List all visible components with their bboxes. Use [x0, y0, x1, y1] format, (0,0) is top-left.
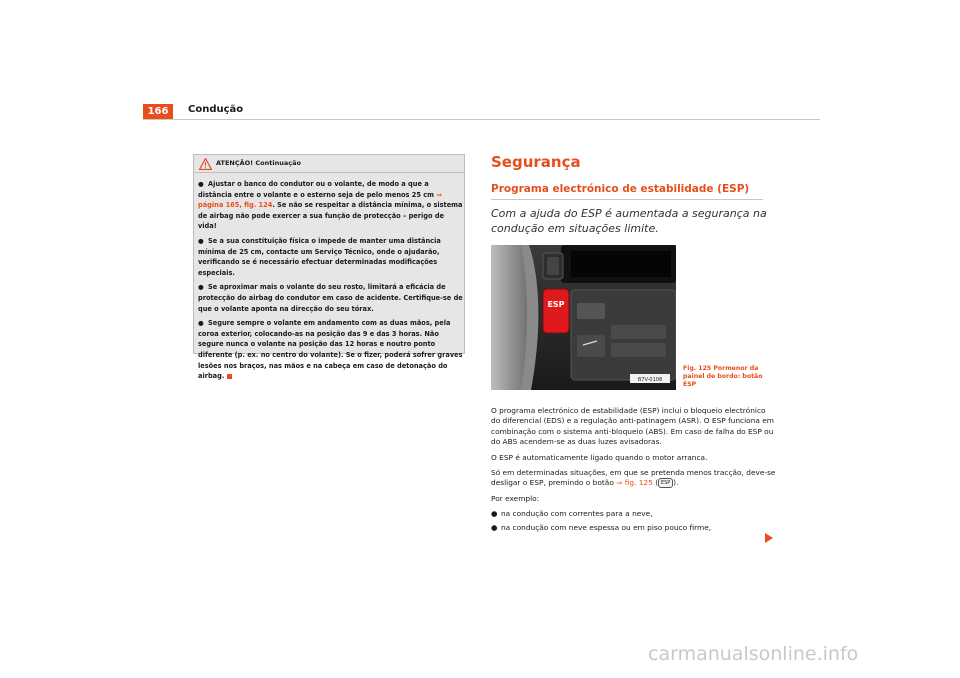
warning-title: ATENÇÃO! Continuação [216, 159, 301, 167]
body-text-span: ). [673, 478, 679, 488]
bullet: ● [198, 180, 204, 188]
page-reference-link[interactable]: ⇒ página 165, fig. 124 [198, 190, 442, 210]
warning-item-text: Segure sempre o volante em andamento com as duas mãos, pela coroa exterior, colocando-as na posição das 9 e das 3 horas. Não segure nunca o volante na posição das 12 horas e noutro ponto diferente (p. ex. no centro do volante). Se o fizer, poderá sofrer graves lesões nos braços, nas mãos e na cabeça em caso de detonação do airbag. [198, 319, 463, 381]
page-number: 166 [143, 104, 173, 119]
esp-key-icon: ESP [658, 478, 673, 488]
section-title: Segurança [491, 153, 581, 171]
body-paragraph: O programa electrónico de estabilidade (ESP) inclui o bloqueio electrónico do diferencial (EDS) e a regulação anti-patinagem (ASR). O ESP funciona em combinação com o sistema anti-bloqueio (ABS). Em caso de falha do ESP ou do ABS acendem-se as duas luzes avisadoras. [491, 406, 774, 447]
subsection-title: Programa electrónico de estabilidade (ESP) [491, 183, 750, 195]
list-item-text: na condução com neve espessa ou em piso pouco firme, [501, 522, 712, 532]
figure-reference-link[interactable]: ⇒ fig. 125 [616, 478, 653, 488]
warning-list [198, 179, 464, 386]
body-paragraph: O ESP é automaticamente ligado quando o motor arranca. [491, 452, 708, 462]
warning-triangle-icon [199, 158, 212, 170]
continue-arrow-icon [765, 533, 773, 543]
page-header-title: Condução [188, 104, 244, 115]
header-divider [143, 119, 820, 120]
warning-item-text: Se aproximar mais o volante do seu rosto, limitará a eficácia de protecção do airbag do condutor em caso de acidente. Certifique-se de que o volante aponta na direcção do seu tórax. [198, 283, 463, 313]
bullet: ● [491, 522, 498, 532]
list-item-text: na condução com correntes para a neve, [501, 509, 653, 519]
warning-box [193, 154, 465, 381]
list-item [491, 509, 776, 519]
figure-caption: Fig. 125 Pormenor da painel de bordo: botão ESP [683, 365, 763, 388]
bullet: ● [198, 283, 204, 292]
esp-button-label: ESP [547, 300, 565, 309]
figure-code: B7V-0108 [637, 377, 663, 383]
bullet: ● [198, 236, 204, 245]
subsection-divider [491, 199, 763, 200]
warning-item [198, 318, 464, 382]
end-of-section-icon [227, 374, 232, 379]
watermark: carmanualsonline.info [648, 643, 859, 665]
warning-item-text: Se a sua constituição física o impede de manter uma distância mínima de 25 cm, contacte um Serviço Técnico, onde o ajudarão, verificando se é necessário efectuar determinadas modificações especiais. [198, 236, 441, 277]
body-text-span: Só em determinadas situações, em que se pretenda menos tracção, deve-se desligar o ESP, premindo o botão [491, 468, 776, 488]
body-paragraph: Por exemplo: [491, 493, 540, 503]
body-text [491, 406, 776, 536]
example-list [491, 509, 776, 533]
warning-header [194, 155, 464, 173]
list-item [491, 523, 776, 533]
warning-item-text: . Se não se respeitar a distância mínima, o sistema de airbag não pode exercer a sua função de protecção – perigo de vida! [198, 201, 463, 231]
bullet: ● [198, 319, 204, 328]
warning-item-text: Ajustar o banco do condutor ou o volante, de modo a que a distância entre o volante e o esterno seja de pelo menos 25 cm [198, 180, 437, 199]
esp-button-figure [491, 245, 676, 390]
dashboard-photo [491, 245, 676, 390]
warning-item [198, 282, 464, 314]
warning-item [198, 179, 464, 232]
bullet: ● [491, 509, 498, 519]
body-paragraph: Só em determinadas situações, em que se pretenda menos tracção, deve-se desligar o ESP, premindo o botão ⇒ fig. 125 ( ESP ). [491, 468, 776, 488]
warning-item [198, 236, 464, 278]
section-intro: Com a ajuda do ESP é aumentada a segurança na condução em situações limite. [491, 207, 767, 235]
